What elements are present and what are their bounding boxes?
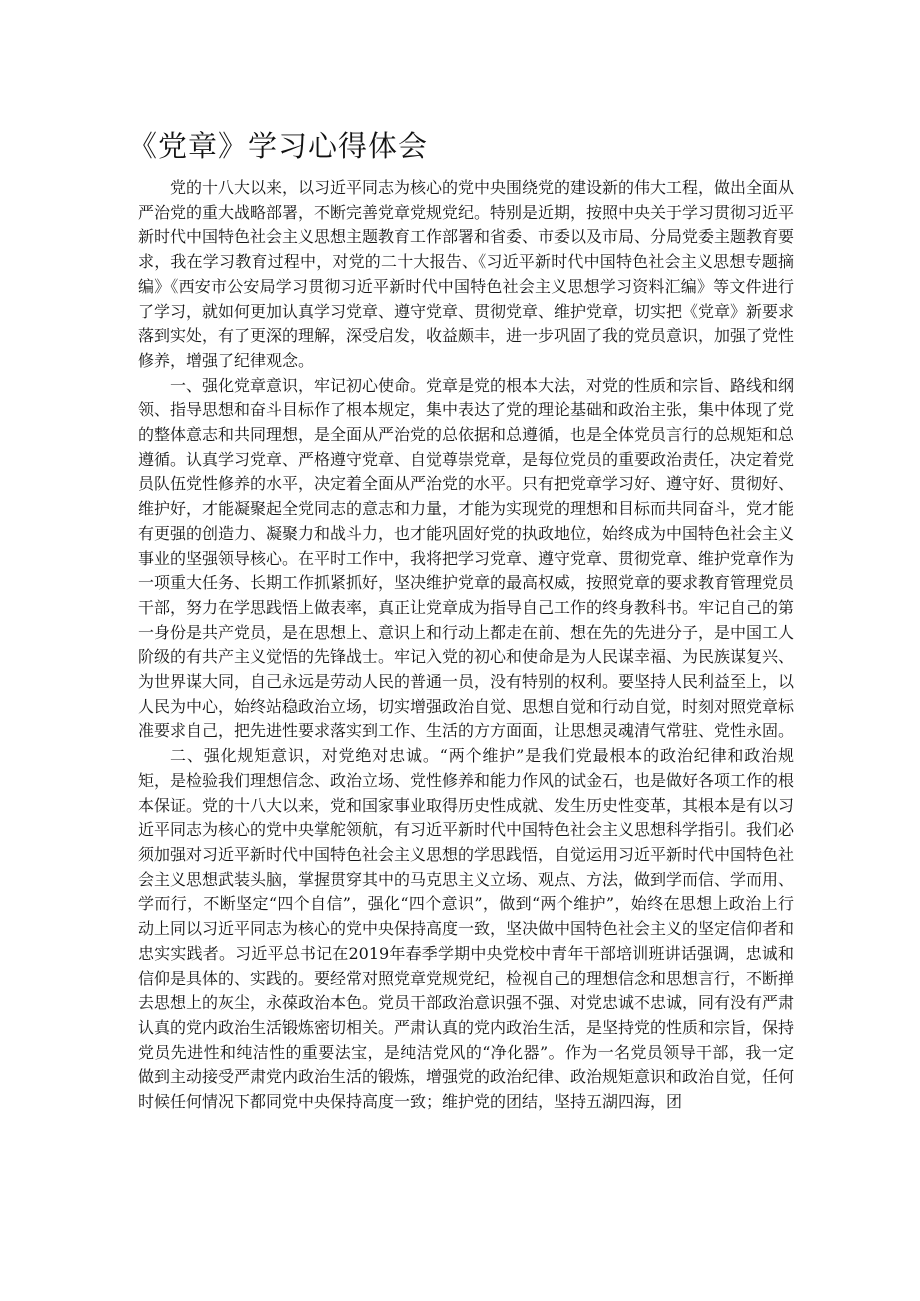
document-title: 《党章》学习心得体会 bbox=[128, 129, 429, 163]
document-body bbox=[138, 176, 794, 1115]
paragraph-section-one: 一、强化党章意识，牢记初心使命。党章是党的根本大法，对党的性质和宗旨、路线和纲领、指导思想和奋斗目标作了根本规定，集中表达了党的理论基础和政治主张，集中体现了党的整体意志和共同理想，是全面从严治党的总依据和总遵循，也是全体党员言行的总规矩和总遵循。认真学习党章、严格遵守党章、自觉尊崇党章，是每位党员的重要政治责任，决定着党员队伍党性修养的水平，决定着全面从严治党的水平。只有把党章学习好、遵守好、贯彻好、维护好，才能凝聚起全党同志的意志和力量，才能为实现党的理想和目标而共同奋斗，党才能有更强的创造力、凝聚力和战斗力，也才能巩固好党的执政地位，始终成为中国特色社会主义事业的坚强领导核心。在平时工作中，我将把学习党章、遵守党章、贯彻党章、维护党章作为一项重大任务、长期工作抓紧抓好，坚决维护党章的最高权威，按照党章的要求教育管理党员干部，努力在学思践悟上做表率，真正让党章成为指导自己工作的终身教科书。牢记自己的第一身份是共产党员，是在思想上、意识上和行动上都走在前、想在先的先进分子，是中国工人阶级的有共产主义觉悟的先锋战士。牢记入党的初心和使命是为人民谋幸福、为民族谋复兴、为世界谋大同，自己永远是劳动人民的普通一员，没有特别的权利。要坚持人民利益至上，以人民为中心，始终站稳政治立场，切实增强政治自觉、思想自觉和行动自觉，时刻对照党章标准要求自己，把先进性要求落实到工作、生活的方方面面，让思想灵魂清气常驻、党性永固。 bbox=[138, 375, 795, 741]
paragraph-section-two: 二、强化规矩意识，对党绝对忠诚。“两个维护”是我们党最根本的政治纪律和政治规矩，是检验我们理想信念、政治立场、党性修养和能力作风的试金石，也是做好各项工作的根本保证。党的十八大以来，党和国家事业取得历史性成就、发生历史性变革，其根本是有以习近平同志为核心的党中央掌舵领航，有习近平新时代中国特色社会主义思想科学指引。我们必须加强对习近平新时代中国特色社会主义思想的学思践悟，自觉运用习近平新时代中国特色社会主义思想武装头脑，掌握贯穿其中的马克思主义立场、观点、方法，做到学而信、学而用、学而行，不断坚定“四个自信”，强化“四个意识”，做到“两个维护”，始终在思想上政治上行动上同以习近平同志为核心的党中央保持高度一致，坚决做中国特色社会主义的坚定信仰者和忠实实践者。习近平总书记在2019年春季学期中央党校中青年干部培训班讲话强调，忠诚和信仰是具体的、实践的。要经常对照党章党规党纪，检视自己的理想信念和思想言行，不断掸去思想上的灰尘，永葆政治本色。党员干部政治意识强不强、对党忠诚不忠诚，同有没有严肃认真的党内政治生活锻炼密切相关。严肃认真的党内政治生活，是坚持党的性质和宗旨，保持党员先进性和纯洁性的重要法宝，是纯洁党风的“净化器”。作为一名党员领导干部，我一定做到主动接受严肃党内政治生活的锻炼，增强党的政治纪律、政治规矩意识和政治自觉，任何时候任何情况下都同党中央保持高度一致；维护党的团结，坚持五湖四海，团 bbox=[138, 746, 795, 1112]
paragraph-intro: 党的十八大以来，以习近平同志为核心的党中央围绕党的建设新的伟大工程，做出全面从严治党的重大战略部署，不断完善党章党规党纪。特别是近期，按照中央关于学习贯彻习近平新时代中国特色社会主义思想主题教育工作部署和省委、市委以及市局、分局党委主题教育要求，我在学习教育过程中，对党的二十大报告、《习近平新时代中国特色社会主义思想专题摘编》《西安市公安局学习贯彻习近平新时代中国特色社会主义思想学习资料汇编》等文件进行了学习，就如何更加认真学习党章、遵守党章、贯彻党章、维护党章，切实把《党章》新要求落到实处，有了更深的理解，深受启发，收益颇丰，进一步巩固了我的党员意识，加强了党性修养，增强了纪律观念。 bbox=[138, 178, 795, 370]
